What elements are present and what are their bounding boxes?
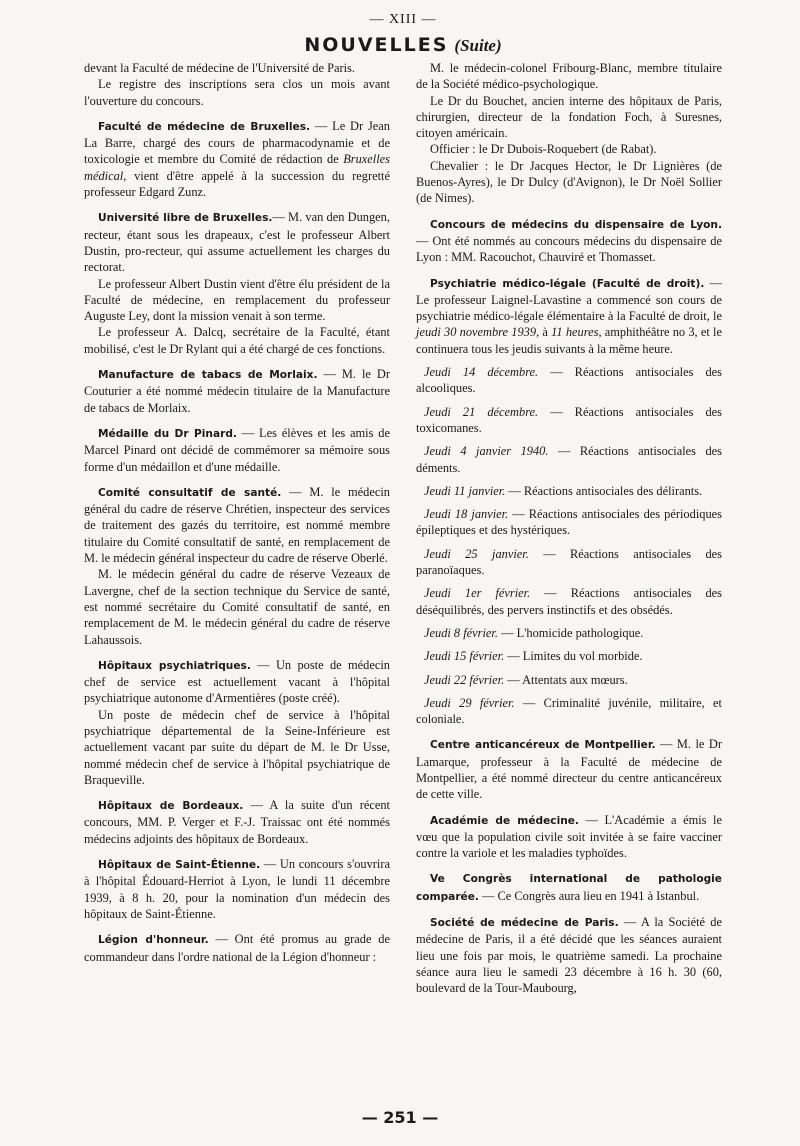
item-heading: Comité consultatif de santé. — [98, 486, 282, 499]
item-italic: jeudi 30 novembre 1939 — [416, 325, 537, 340]
lecture-topic: — Réactions antisociales des délirants. — [505, 483, 703, 498]
lecture-entry — [416, 585, 722, 618]
paragraph: Officier : le Dr Dubois-Roquebert (de Rabat). — [430, 142, 657, 157]
item-text: — M. van den Dungen, recteur, étant sous les drapeaux, c'est le professeur Albert Dustin, pro-recteur, qui assume actuellement les charges du rectorat. — [84, 210, 390, 275]
lecture-schedule — [416, 364, 722, 727]
item-heading: Concours de médecins du dispensaire de Lyon. — [430, 218, 722, 231]
item-text: — Ont été promus au grade de commandeur dans l'ordre national de la Légion d'honneur : — [84, 932, 390, 964]
item-text: — M. le Dr Lamarque, professeur à la Faculté de médecine de Montpellier, a été nommé directeur du centre anticancéreux de cette ville. — [416, 737, 722, 802]
lecture-topic: — Réactions antisociales des déments. — [416, 444, 722, 475]
news-item-lyon — [416, 216, 722, 266]
paragraph: Le registre des inscriptions sera clos un mois avant l'ouverture du concours. — [84, 77, 390, 108]
lecture-entry — [416, 625, 722, 641]
lecture-entry — [416, 546, 722, 579]
item-italic: 11 heures — [551, 325, 599, 340]
left-column — [84, 60, 390, 997]
news-item-psychiatriques — [84, 657, 390, 788]
paragraph: Le Dr du Bouchet, ancien interne des hôpitaux de Paris, chirurgien, directeur de la fondation Foch, à Suresnes, citoyen américain. — [416, 93, 722, 141]
paragraph: M. le médecin-colonel Fribourg-Blanc, membre titulaire de la Société médico-psychologique. — [416, 61, 722, 92]
paragraph: Chevalier : le Dr Jacques Hector, le Dr Lignières (de Buenos-Ayres), le Dr Dulcy (d'Avignon), le Dr Noël Sollier (de Nimes). — [416, 158, 722, 206]
two-column-body — [84, 60, 722, 997]
item-heading: Hôpitaux de Bordeaux. — [98, 800, 244, 813]
item-heading: Académie de médecine. — [430, 814, 579, 827]
lecture-topic: — Attentats aux mœurs. — [504, 672, 628, 687]
item-heading: Médaille du Dr Pinard. — [98, 427, 237, 440]
item-heading: Psychiatrie médico-légale (Faculté de droit). — [430, 277, 705, 290]
page-number: — 251 — — [361, 1108, 439, 1127]
lecture-date: Jeudi 21 décembre. — [424, 404, 539, 419]
lecture-entry — [416, 404, 722, 437]
lecture-date: Jeudi 8 février. — [424, 625, 498, 640]
news-item-comite — [84, 484, 390, 648]
item-text: , vient d'être appelé à la succession du regretté professeur Edgard Zunz. — [84, 168, 390, 200]
lecture-date: Jeudi 1er février. — [424, 586, 531, 601]
news-item-bruxelles — [84, 118, 390, 200]
lecture-topic: — Réactions antisociales des paranoïaques. — [416, 546, 722, 578]
item-text: — M. le médecin général du cadre de réserve Chrétien, inspecteur des services de traitement des gazés du territoire, est nommé membre titulaire du Comité consultatif de santé, en remplacement de M. le médecin général inspecteur du cadre de réserve Oberlé. — [84, 484, 391, 566]
lecture-date: Jeudi 15 février. — [424, 649, 505, 664]
lecture-topic: — Limites du vol morbide. — [504, 649, 643, 664]
lecture-entry — [416, 443, 722, 476]
paragraph: devant la Faculté de médecine de l'Université de Paris. — [84, 61, 355, 75]
item-text: — Un concours s'ouvrira à l'hôpital Édouard-Herriot à Lyon, le lundi 11 décembre 1939, à 8 h. 20, pour la nomination d'un médecin des hôpitaux de Saint-Étienne. — [84, 857, 390, 921]
item-heading: Faculté de médecine de Bruxelles. — [98, 120, 311, 133]
news-item-bordeaux — [84, 797, 390, 847]
news-item-pinard — [84, 425, 390, 475]
item-text: — Le professeur Laignel-Lavastine a commencé son cours de psychiatrie médico-légale élémentaire à la Faculté de droit, le — [416, 275, 722, 324]
paragraph: M. le médecin général du cadre de réserve Vezeaux de Lavergne, chef de la section technique du Service de santé, est nommé secrétaire du Comité consultatif de santé, en remplacement de M. le médecin général du cadre de réserve Lahaussois. — [84, 567, 390, 647]
lecture-topic: — Réactions antisociales des périodiques épileptiques et des hystériques. — [416, 507, 722, 538]
news-item-psychiatrie-medico-legale — [416, 275, 722, 357]
paragraph: Un poste de médecin chef de service à l'hôpital psychiatrique départemental de la Seine-Inférieure est actuellement vacant par suite du départ de M. le Dr Usse, nommé médecin chef de service à l'hôpital psychiatrique de Braqueville. — [84, 707, 390, 787]
item-text: , amphithéâtre no 3, et le continuera tous les jeudis suivants à la même heure. — [416, 325, 722, 356]
lecture-date: Jeudi 18 janvier. — [424, 507, 509, 522]
lecture-entry — [416, 648, 722, 664]
item-text: — Le Dr Jean La Barre, chargé des cours de pharmacodynamie et de toxicologie et membre du Comité de rédaction de — [84, 118, 390, 167]
lecture-topic: — Réactions antisociales des déséquilibrés, des pervers instinctifs et des obsédés. — [416, 586, 723, 617]
lecture-date: Jeudi 29 février. — [424, 695, 515, 710]
news-item-ulb — [84, 209, 390, 357]
lecture-date: Jeudi 22 février. — [424, 672, 505, 687]
lecture-date: Jeudi 25 janvier. — [424, 546, 529, 561]
item-heading: Centre anticancéreux de Montpellier. — [430, 739, 656, 752]
item-text: — Les élèves et les amis de Marcel Pinard ont décidé de commémorer sa mémoire sous forme d'un médaillon et d'une médaille. — [84, 425, 390, 474]
lecture-topic: — Réactions antisociales des toxicomanes. — [416, 404, 722, 435]
news-item-legion — [84, 931, 390, 965]
news-item-montpellier — [416, 736, 722, 802]
news-item-congres — [416, 870, 722, 905]
right-column — [416, 60, 722, 997]
item-heading: Hôpitaux psychiatriques. — [98, 659, 251, 672]
lecture-date: Jeudi 11 janvier. — [424, 483, 506, 498]
item-heading: Ve Congrès international de pathologie comparée. — [416, 873, 722, 903]
paragraph: Le professeur Albert Dustin vient d'être élu président de la Faculté de médecine, en remplacement du professeur Auguste Ley, dont la mission venait à son terme. — [84, 276, 390, 324]
news-item-morlaix — [84, 366, 390, 416]
item-text: — A la Société de médecine de Paris, il a été décidé que les séances auraient lieu une fois par mois, le quatrième samedi. La prochaine séance aura lieu le samedi 23 décembre à 16 h. 30 (60, boulevard de la Tour-Maubourg, — [416, 915, 722, 996]
section-title — [84, 34, 722, 56]
item-heading: Légion d'honneur. — [98, 934, 209, 947]
title-text: NOUVELLES — [304, 34, 449, 56]
item-text: — A la suite d'un récent concours, MM. P. Verger et F.-J. Traissac ont été nommés médecins adjoints des hôpitaux de Bordeaux. — [84, 798, 391, 846]
news-item-academie — [416, 812, 722, 862]
item-text: — Ce Congrès aura lieu en 1941 à Istanbul. — [478, 888, 700, 903]
item-heading: Manufacture de tabacs de Morlaix. — [98, 369, 318, 382]
item-heading: Hôpitaux de Saint-Étienne. — [98, 859, 261, 872]
news-item-societe-medecine-paris — [416, 914, 722, 996]
item-text: , à — [536, 325, 552, 340]
item-text: — Ont été nommés au concours médecins du dispensaire de Lyon : MM. Racouchot, Chauviré et Thomasset. — [416, 233, 722, 265]
lecture-topic: — L'homicide pathologique. — [497, 625, 644, 640]
lecture-date: Jeudi 14 décembre. — [424, 365, 539, 380]
item-text: — Un poste de médecin chef de service est actuellement vacant à l'hôpital psychiatrique autonome d'Armentières (poste créé). — [84, 657, 391, 706]
item-text: — L'Académie a émis le vœu que la population civile soit invitée à se faire vacciner contre la variole et les maladies typhoïdes. — [416, 812, 722, 861]
lecture-entry — [416, 483, 722, 499]
item-heading: Université libre de Bruxelles. — [98, 212, 273, 225]
roman-folio: — XIII — — [369, 12, 437, 27]
item-italic: Bruxelles médical — [84, 152, 390, 183]
lecture-entry — [416, 506, 722, 539]
paragraph: Le professeur A. Dalcq, secrétaire de la Faculté, étant mobilisé, c'est le Dr Rylant qui a été chargé de ces fonctions. — [84, 325, 390, 356]
lecture-entry — [416, 364, 722, 397]
title-suite: (Suite) — [454, 36, 502, 55]
lecture-topic: — Criminalité juvénile, militaire, et coloniale. — [416, 695, 722, 727]
lecture-entry — [416, 695, 722, 728]
lecture-entry — [416, 672, 722, 688]
item-text: — M. le Dr Couturier a été nommé médecin titulaire de la Manufacture de tabacs de Morlaix. — [84, 367, 390, 415]
news-item-saint-etienne — [84, 856, 390, 922]
lecture-topic: — Réactions antisociales des alcooliques. — [416, 365, 722, 396]
item-heading: Société de médecine de Paris. — [430, 917, 619, 930]
lecture-date: Jeudi 4 janvier 1940. — [424, 444, 549, 459]
